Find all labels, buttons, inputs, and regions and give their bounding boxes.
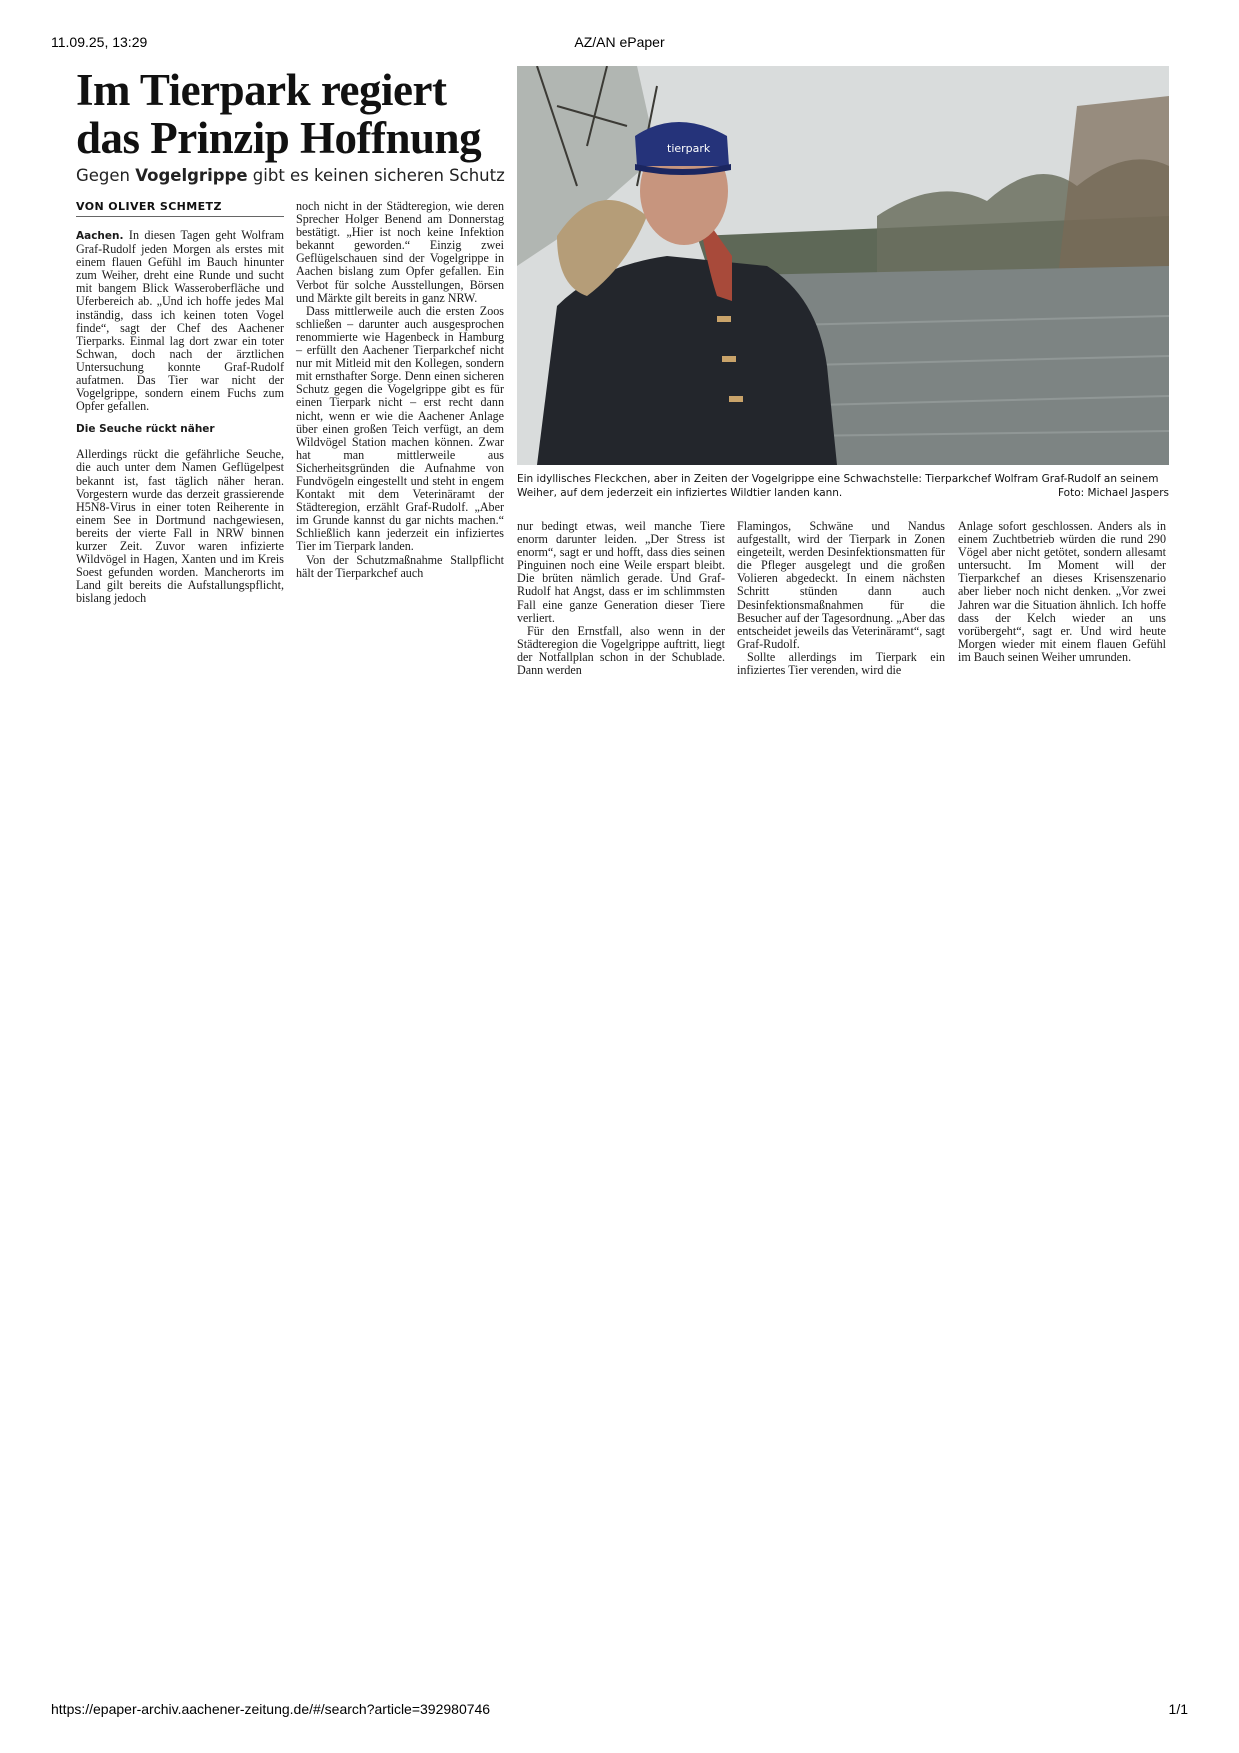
paragraph-6: Sollte allerdings im Tierpark ein infiziertes Tier verenden, wird die bbox=[737, 649, 945, 678]
photo-caption bbox=[517, 472, 1169, 500]
print-url: https://epaper-archiv.aachener-zeitung.de/#/search?article=392980746 bbox=[51, 1701, 491, 1717]
newspaper-article bbox=[76, 66, 1172, 716]
subline-pre: Gegen bbox=[76, 166, 136, 185]
paragraph-2: Allerdings rückt die gefährliche Seuche, die auch unter dem Namen Geflügelpest bekannt ist, fast täglich näher heran. Vorgestern wurde das derzeit grassierende H5N8-Virus in einer toten Reiherente in einem See in Dortmund nachgewiesen, bereits der vierte Fall in NRW binnen kurzer Zeit. Zuvor waren infizierte Wildvögel in Hagen, Xanten und im Kreis Soest gefunden worden. Mancherorts im Land gilt bereits die Aufstallungspflicht, bislang jedoch bbox=[76, 447, 284, 606]
text-column-1 bbox=[76, 229, 284, 605]
paragraph-3: Dass mittlerweile auch die ersten Zoos schließen – darunter auch ausgesprochen renommierte wie Hagenbeck in Hamburg – erfüllt den Aachener Tierparkchef nicht nur mit Mitleid mit den Kollegen, sondern mit ernsthafter Sorge. Denn einen sicheren Schutz gegen die Vogelgrippe gibt es für einen Tierpark nicht – erst recht dann nicht, wenn er wie die Aachener Anlage über einen großen Teich verfügt, an dem Wildvögel Station machen können. Zwar hat man mittlerweile aus Sicherheitsgründen die Aufnahme von Fundvögeln eingestellt und steht in engem Kontakt mit dem Veterinäramt der Städteregion, erzählt Graf-Rudolf. „Aber im Grunde kannst du gar nichts machen.“ Schließlich kann jederzeit ein infiziertes Tier im Tierpark landen. bbox=[296, 303, 504, 554]
print-page-number: 1/1 bbox=[1168, 1701, 1188, 1717]
dateline: Aachen. bbox=[76, 230, 124, 242]
article-byline: VON OLIVER SCHMETZ bbox=[76, 200, 284, 217]
text-column-4 bbox=[737, 520, 945, 677]
article-subhead: Die Seuche rückt näher bbox=[76, 423, 215, 436]
paragraph-6-continued: Anlage sofort geschlossen. Anders als in einem Zuchtbetrieb würden die rund 290 Vögel aber nicht getötet, sondern allesamt untersucht. Im Moment will der Tierparkchef an dieses Krisenszenario aber lieber noch nicht denken. „Vor zwei Jahren war die Situation ähnlich. Ich hoffe dass der Kelch wieder an uns vorübergeht“, sagt er. Und wird heute Morgen wieder mit einem flauen Gefühl im Bauch seinen Weiher umrunden. bbox=[958, 519, 1166, 664]
photo-park-director-at-pond bbox=[517, 66, 1169, 465]
paragraph-5: Für den Ernstfall, also wenn in der Städteregion die Vogelgrippe auftritt, liegt der Notfallplan schon in der Schublade. Dann werden bbox=[517, 623, 725, 678]
paragraph-4-continued: nur bedingt etwas, weil manche Tiere enorm darunter leiden. „Der Stress ist enorm“, sagt er und hofft, dass dies seinen Pinguinen noch eine Weile erspart bleibt. Die brüten nämlich gerade. Und Graf-Rudolf hat Angst, dass er im schlimmsten Fall eine ganze Generation dieser Tiere verliert. bbox=[517, 519, 725, 625]
paragraph-1-text: In diesen Tagen geht Wolfram Graf-Rudolf jeden Morgen als erstes mit einem flauen Gefühl im Bauch hinunter zum Weiher, dreht eine Runde und sucht mit bangem Blick Wasseroberfläche und Uferbereich ab. „Und ich hoffe jedes Mal inständig, dass ich keinen toten Vogel finde“, sagt der Chef des Aachener Tierparks. Einmal lag dort zwar ein toter Schwan, doch nach der ärztlichen Untersuchung konnte Graf-Rudolf aufatmen. Das Tier war nicht der Vogelgrippe, sondern einem Fuchs zum Opfer gefallen. bbox=[76, 228, 284, 414]
paragraph-2-continued: noch nicht in der Städteregion, wie deren Sprecher Holger Benend am Donnerstag bestätigt. „Hier ist noch keine Infektion bekannt geworden.“ Einzig zwei Geflügelschauen sind der Vogelgrippe in Aachen bislang zum Opfer gefallen. Ein Verbot für solche Ausstellungen, Börsen und Märkte gilt bereits in ganz NRW. bbox=[296, 199, 504, 305]
cap-logo-text: tierpark bbox=[667, 142, 711, 155]
text-column-3 bbox=[517, 520, 725, 677]
print-site-title: AZ/AN ePaper bbox=[574, 34, 665, 50]
text-column-2 bbox=[296, 200, 504, 580]
paragraph-1 bbox=[76, 229, 284, 413]
text-column-5 bbox=[958, 520, 1166, 664]
caption-text: Ein idyllisches Fleckchen, aber in Zeiten der Vogelgrippe eine Schwachstelle: Tierparkchef Wolfram Graf-Rudolf an seinem Weiher, auf dem jederzeit ein infiziertes Wildtier landen kann. bbox=[517, 473, 1159, 499]
paragraph-4: Von der Schutzmaßnahme Stallpflicht hält der Tierparkchef auch bbox=[296, 552, 504, 580]
photo-credit: Foto: Michael Jaspers bbox=[1058, 487, 1169, 499]
headline-line-1: Im Tierpark regiert bbox=[76, 65, 447, 115]
print-datetime: 11.09.25, 13:29 bbox=[51, 34, 148, 50]
paragraph-5-continued: Flamingos, Schwäne und Nandus aufgestallt, wird der Tierpark in Zonen eingeteilt, werden Desinfektionsmatten für die Pfleger ausgelegt und die großen Volieren abgedeckt. In einem nächsten Schritt stünden dann auch Desinfektionsmaßnahmen für die Besucher auf der Tagesordnung. „Aber das entscheidet jeweils das Veterinäramt“, sagt Graf-Rudolf. bbox=[737, 519, 945, 651]
subline-post: gibt es keinen sicheren Schutz bbox=[247, 166, 505, 185]
subline-keyword: Vogelgrippe bbox=[135, 166, 248, 185]
article-photo bbox=[517, 66, 1169, 465]
article-headline bbox=[76, 66, 516, 162]
article-subheadline bbox=[76, 166, 516, 185]
headline-line-2: das Prinzip Hoffnung bbox=[76, 113, 482, 163]
